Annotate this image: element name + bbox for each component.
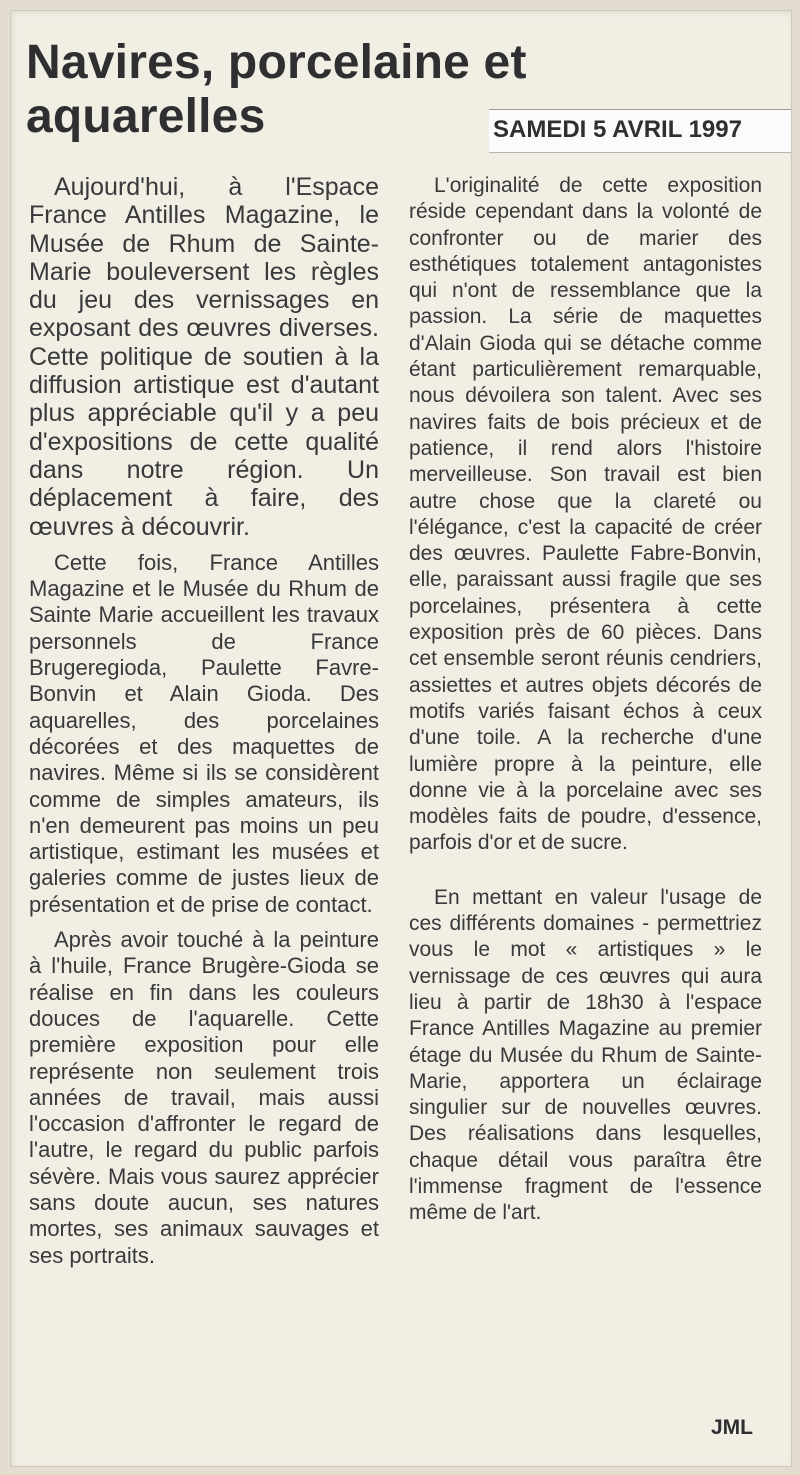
- date-banner: [489, 109, 791, 153]
- paragraph-intro: Aujourd'hui, à l'Espace France Antilles Magazine, le Musée de Rhum de Sainte-Marie bouleversent les règles du jeu des vernissages en exposant des œuvres diverses. Cette politique de soutien à la diffusion artistique est d'autant plus appréciable qu'il y a peu d'expositions de cette qualité dans notre région. Un déplacement à faire, des œuvres à découvrir.: [29, 173, 379, 541]
- paragraph-watercolors: Après avoir touché à la peinture à l'huile, France Brugère-Gioda se réalise en fin dans les couleurs douces de l'aquarelle. Cette première exposition pour elle représente non seulement trois années de travail, mais aussi l'occasion d'affronter le regard de l'autre, le regard du public parfois sévère. Mais vous saurez apprécier sans doute aucun, ses natures mortes, ses animaux sauvages et ses portraits.: [29, 927, 379, 1268]
- author-signature: JML: [711, 1416, 753, 1439]
- paragraph-exhibitors: Cette fois, France Antilles Magazine et le Musée du Rhum de Sainte Marie accueillent les travaux personnels de France Brugeregioda, Paulette Favre-Bonvin et Alain Gioda. Des aquarelles, des porcelaines décorées et des maquettes de navires. Même si ils se considèrent comme de simples amateurs, ils n'en demeurent pas moins un peu artistique, estimant les musées et galeries comme de justes lieux de présentation et de prise de contact.: [29, 549, 379, 917]
- left-column: [29, 173, 379, 1278]
- newspaper-clipping: [10, 10, 792, 1467]
- paragraph-vernissage: En mettant en valeur l'usage de ces différents domaines - permettriez vous le mot « artistiques » le vernissage de ces œuvres qui aura lieu à partir de 18h30 à l'espace France Antilles Magazine au premier étage du Musée du Rhum de Sainte-Marie, apportera un éclairage singulier sur de nouvelles œuvres. Des réalisations dans lesquelles, chaque détail vous paraîtra être l'immense fragment de l'essence même de l'art.: [409, 885, 762, 1225]
- publication-date: SAMEDI 5 AVRIL 1997: [493, 116, 742, 143]
- paragraph-originality: L'originalité de cette exposition réside cependant dans la volonté de confronter ou de marier des esthétiques totalement antagonistes qui n'ont de ressemblance que la passion. La série de maquettes d'Alain Gioda qui se détache comme étant particulièrement remarquable, nous dévoilera son talent. Avec ses navires faits de bois précieux et de patience, il rend alors l'histoire merveilleuse. Son travail est bien autre chose que la clareté ou l'élégance, c'est la capacité de créer des œuvres. Paulette Fabre-Bonvin, elle, paraissant aussi fragile que ses porcelaines, présentera à cette exposition près de 60 pièces. Dans cet ensemble seront réunis cendriers, assiettes et autres objets décorés de motifs variés faisant échos à ceux d'une toile. A la recherche d'une lumière propre à la peinture, elle donne vie à la porcelaine avec ses modèles faits de poudre, d'essence, parfois d'or et de sucre.: [409, 174, 762, 855]
- article-headline: Navires, porcelaine et aquarelles: [26, 36, 527, 143]
- right-column: [409, 173, 762, 1236]
